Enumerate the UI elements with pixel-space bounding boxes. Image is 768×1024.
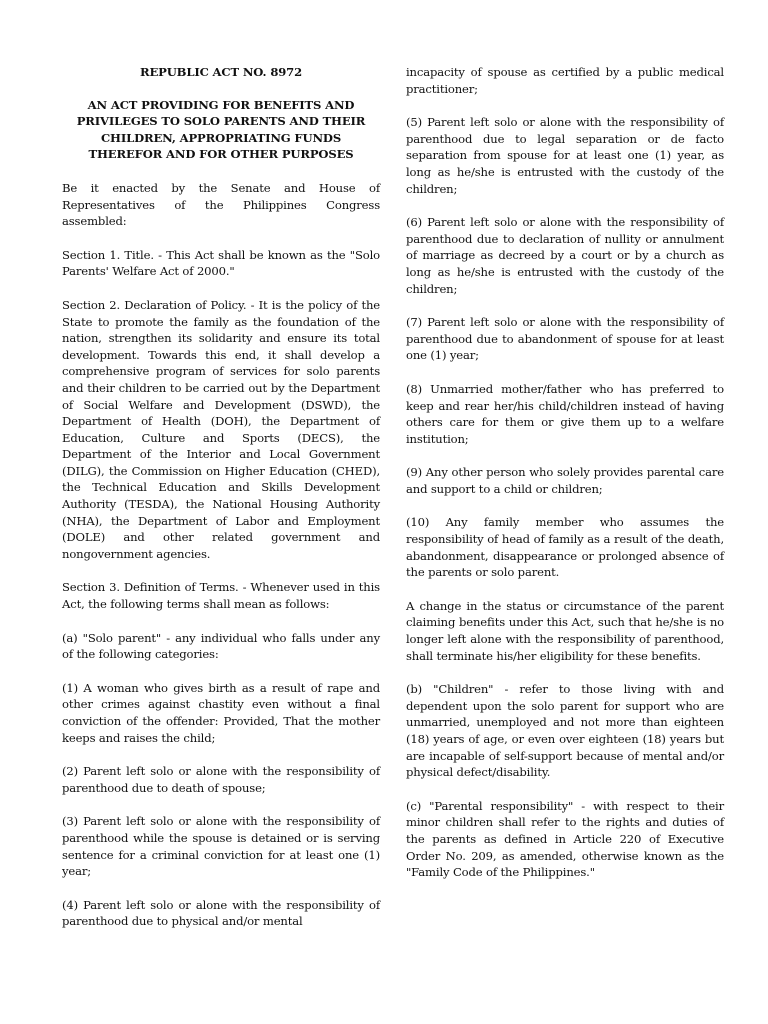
left-column	[62, 64, 380, 947]
category-5: (5) Parent left solo or alone with the responsibility of parenthood due to legal separation or de facto separation from spouse for at least one (1) year, as long as he/she is entrusted with the custody of the children;	[406, 115, 724, 196]
document-subtitle: AN ACT PROVIDING FOR BENEFITS AND PRIVILEGES TO SOLO PARENTS AND THEIR CHILDREN, APPROPRIATING FUNDS THEREFOR AND FOR OTHER PURPOSES	[76, 97, 366, 162]
status-change-clause: A change in the status or circumstance of the parent claiming benefits under this Act, such that he/she is no longer left alone with the responsibility of parenthood, shall terminate his/her eligibility for these benefits.	[406, 598, 724, 663]
category-8: (8) Unmarried mother/father who has preferred to keep and rear her/his child/children instead of having others care for them or give them up to a welfare institution;	[406, 381, 724, 446]
definition-parental-responsibility: (c) "Parental responsibility" - with respect to their minor children shall refer to the rights and duties of the parents as defined in Article 220 of Executive Order No. 209, as amended, otherwise known as the "Family Code of the Philippines."	[406, 798, 724, 880]
definition-solo-parent: (a) "Solo parent" - any individual who falls under any of the following categories:	[62, 630, 380, 662]
category-4-start: (4) Parent left solo or alone with the responsibility of parenthood due to physical and/or mental	[62, 897, 380, 929]
category-7: (7) Parent left solo or alone with the responsibility of parenthood due to abandonment of spouse for at least one (1) year;	[406, 315, 724, 363]
category-1: (1) A woman who gives birth as a result of rape and other crimes against chastity even without a final conviction of the offender: Provided, That the mother keeps and raises the child;	[62, 680, 380, 745]
document-title: REPUBLIC ACT NO. 8972	[139, 65, 303, 79]
section-1-title: Section 1. Title. - This Act shall be known as the "Solo Parents' Welfare Act of 2000."	[62, 247, 380, 279]
definition-children: (b) "Children" - refer to those living with and dependent upon the solo parent for support who are unmarried, unemployed and not more than eighteen (18) years of age, or even over eighteen (18) years but are incapable of self-support because of mental and/or physical defect/disability.	[406, 682, 724, 780]
right-column	[406, 64, 724, 898]
category-4-continued: incapacity of spouse as certified by a public medical practitioner;	[406, 65, 724, 96]
section-2-policy: Section 2. Declaration of Policy. - It is the policy of the State to promote the family as the foundation of the nation, strengthen its solidarity and ensure its total development. Towards this end, it shall develop a comprehensive program of services for solo parents and their children to be carried out by the Department of Social Welfare and Development (DSWD), the Department of Health (DOH), the Department of Education, Culture and Sports (DECS), the Department of the Interior and Local Government (DILG), the Commission on Higher Education (CHED), the Technical Education and Skills Development Authority (TESDA), the National Housing Authority (NHA), the Department of Labor and Employment (DOLE) and other related government and nongovernment agencies.	[62, 297, 380, 561]
category-6: (6) Parent left solo or alone with the responsibility of parenthood due to declaration of nullity or annulment of marriage as decreed by a court or by a church as long as he/she is entrusted with the custody of the children;	[406, 215, 724, 296]
category-10: (10) Any family member who assumes the responsibility of head of family as a result of the death, abandonment, disappearance or prolonged absence of the parents or solo parent.	[406, 515, 724, 580]
category-3: (3) Parent left solo or alone with the responsibility of parenthood while the spouse is detained or is serving sentence for a criminal conviction for at least one (1) year;	[62, 814, 380, 879]
category-9: (9) Any other person who solely provides parental care and support to a child or children;	[406, 465, 724, 496]
enacting-clause: Be it enacted by the Senate and House of Representatives of the Philippines Congress assembled:	[62, 180, 380, 229]
section-3-definitions: Section 3. Definition of Terms. - Whenever used in this Act, the following terms shall mean as follows:	[62, 580, 380, 612]
category-2: (2) Parent left solo or alone with the responsibility of parenthood due to death of spouse;	[62, 764, 380, 795]
